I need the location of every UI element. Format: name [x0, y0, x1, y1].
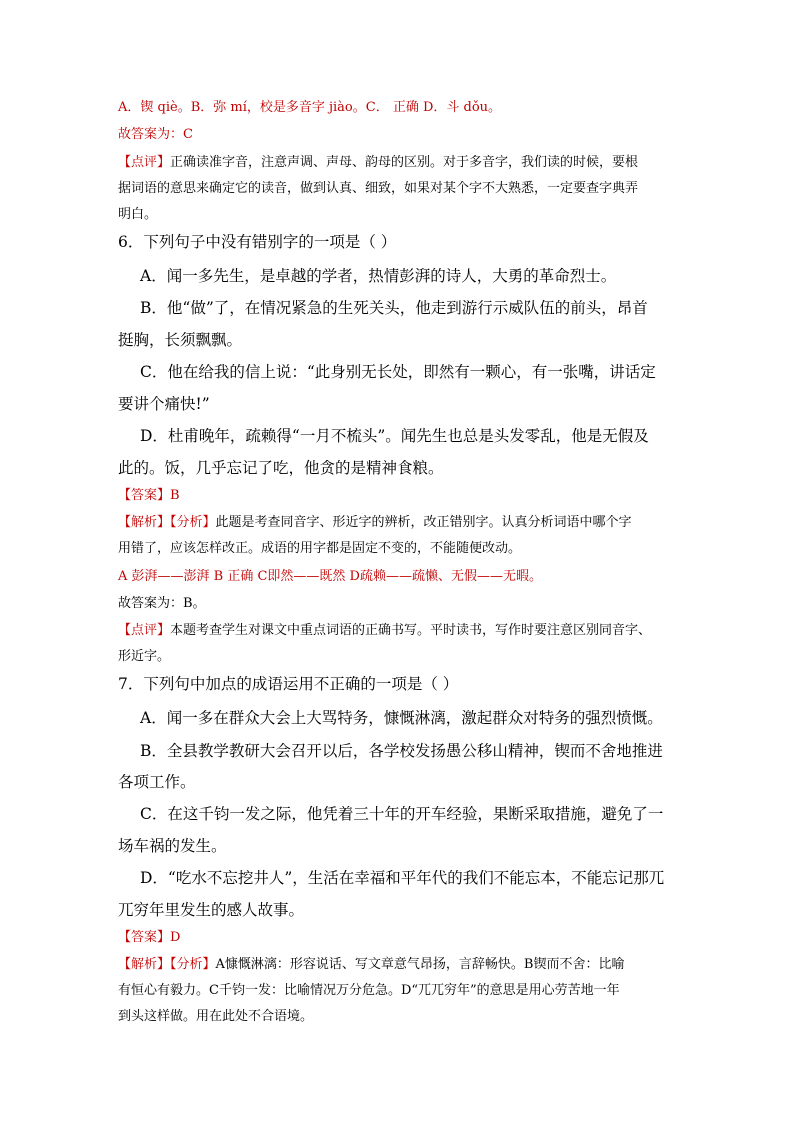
q7-option-d-line-1: D．“吃水不忘挖井人”，生活在幸福和平年代的我们不能忘本，不能忘记那兀 — [140, 869, 665, 887]
analysis-text: A慷慨淋漓：形容说话、写文章意气昂扬，言辞畅快。B锲而不舍：比喻 — [215, 957, 625, 972]
q6-option-c-line-2: 要讲个痛快!” — [118, 395, 210, 413]
q7-option-d-line-2: 兀穷年里发生的感人故事。 — [118, 901, 305, 919]
q6-option-a: A．闻一多先生，是卓越的学者，热情彭湃的诗人，大勇的革命烈士。 — [140, 267, 617, 285]
q6-option-b-line-1: B．他“做”了，在情况紧急的生死关头，他走到游行示威队伍的前头，昂首 — [140, 299, 648, 317]
q6-option-c-line-1: C．他在给我的信上说：“此身别无长处，即然有一颗心，有一张嘴，讲话定 — [140, 363, 656, 381]
q6-analysis-line-1 — [118, 511, 632, 530]
comment-text: 正确读准字音，注意声调、声母、韵母的区别。对于多音字，我们读的时候，要根 — [170, 155, 639, 170]
prev-comment-line-2: 据词语的意思来确定它的读音，做到认真、细致，如果对某个字不大熟悉，一定要查字典弄 — [118, 181, 639, 196]
q7-option-b-line-2: 各项工作。 — [118, 773, 196, 791]
answer-value: D — [170, 930, 181, 945]
comment-text: 本题考查学生对课文中重点词语的正确书写。平时读书，写作时要注意区别同音字、 — [170, 623, 652, 638]
q6-comment-line-2: 形近字。 — [118, 649, 171, 664]
q7-option-c-line-1: C．在这千钧一发之际，他凭着三十年的开车经验，果断采取措施，避免了一 — [140, 805, 664, 823]
answer-value: B — [170, 488, 180, 503]
q6-final-answer: 故答案为：B。 — [118, 596, 206, 611]
answer-tag: 【答案】 — [118, 930, 171, 945]
prev-answer: 故答案为：C — [118, 127, 193, 142]
analysis-tag: 【解析】【分析】 — [118, 515, 216, 530]
q7-analysis-line-3: 到头这样做。用在此处不合语境。 — [118, 1009, 314, 1024]
q7-option-c-line-2: 场车祸的发生。 — [118, 837, 227, 855]
q6-stem: 6．下列句子中没有错别字的一项是（ ） — [118, 233, 397, 251]
q6-detail: A 彭湃——澎湃 B 正确 C即然——既然 D疏赖——疏懒、无假——无暇。 — [118, 569, 542, 584]
q6-option-d-line-1: D．杜甫晚年，疏赖得“一月不梳头”。闻先生也总是头发零乱，他是无假及 — [140, 427, 649, 445]
q6-option-d-line-2: 此的。饭，几乎忘记了吃，他贪的是精神食粮。 — [118, 459, 444, 477]
q7-option-b-line-1: B．全县教学教研大会召开以后，各学校发扬愚公移山精神，锲而不舍地推进 — [140, 742, 663, 760]
prev-comment-line-1 — [118, 151, 638, 170]
analysis-text: 此题是考查同音字、形近字的辨析，改正错别字。认真分析词语中哪个字 — [215, 515, 632, 530]
analysis-tag: 【解析】【分析】 — [118, 957, 216, 972]
q6-comment-line-1 — [118, 619, 651, 638]
comment-tag: 【点评】 — [118, 623, 171, 638]
prev-options-line: A．锲 qiè。B．弥 mí，校是多音字 jiào。C． 正确 D．斗 dǒu。 — [118, 100, 502, 115]
q6-analysis-line-2: 用错了，应该怎样改正。成语的用字都是固定不变的，不能随便改动。 — [118, 541, 522, 556]
comment-tag: 【点评】 — [118, 155, 171, 170]
q7-answer — [118, 926, 180, 945]
q6-answer — [118, 484, 180, 503]
q7-option-a: A．闻一多在群众大会上大骂特务，慷慨淋漓，激起群众对特务的强烈愤慨。 — [140, 709, 663, 727]
q7-analysis-line-2: 有恒心有毅力。C千钧一发：比喻情况万分危急。D“兀兀穷年”的意思是用心劳苦地一年 — [118, 983, 620, 998]
q7-stem: 7．下列句中加点的成语运用不正确的一项是（ ） — [118, 675, 459, 693]
prev-comment-line-3: 明白。 — [118, 207, 158, 222]
answer-tag: 【答案】 — [118, 488, 171, 503]
q6-option-b-line-2: 挺胸，长须飘飘。 — [118, 331, 243, 349]
q7-analysis-line-1 — [118, 953, 624, 972]
